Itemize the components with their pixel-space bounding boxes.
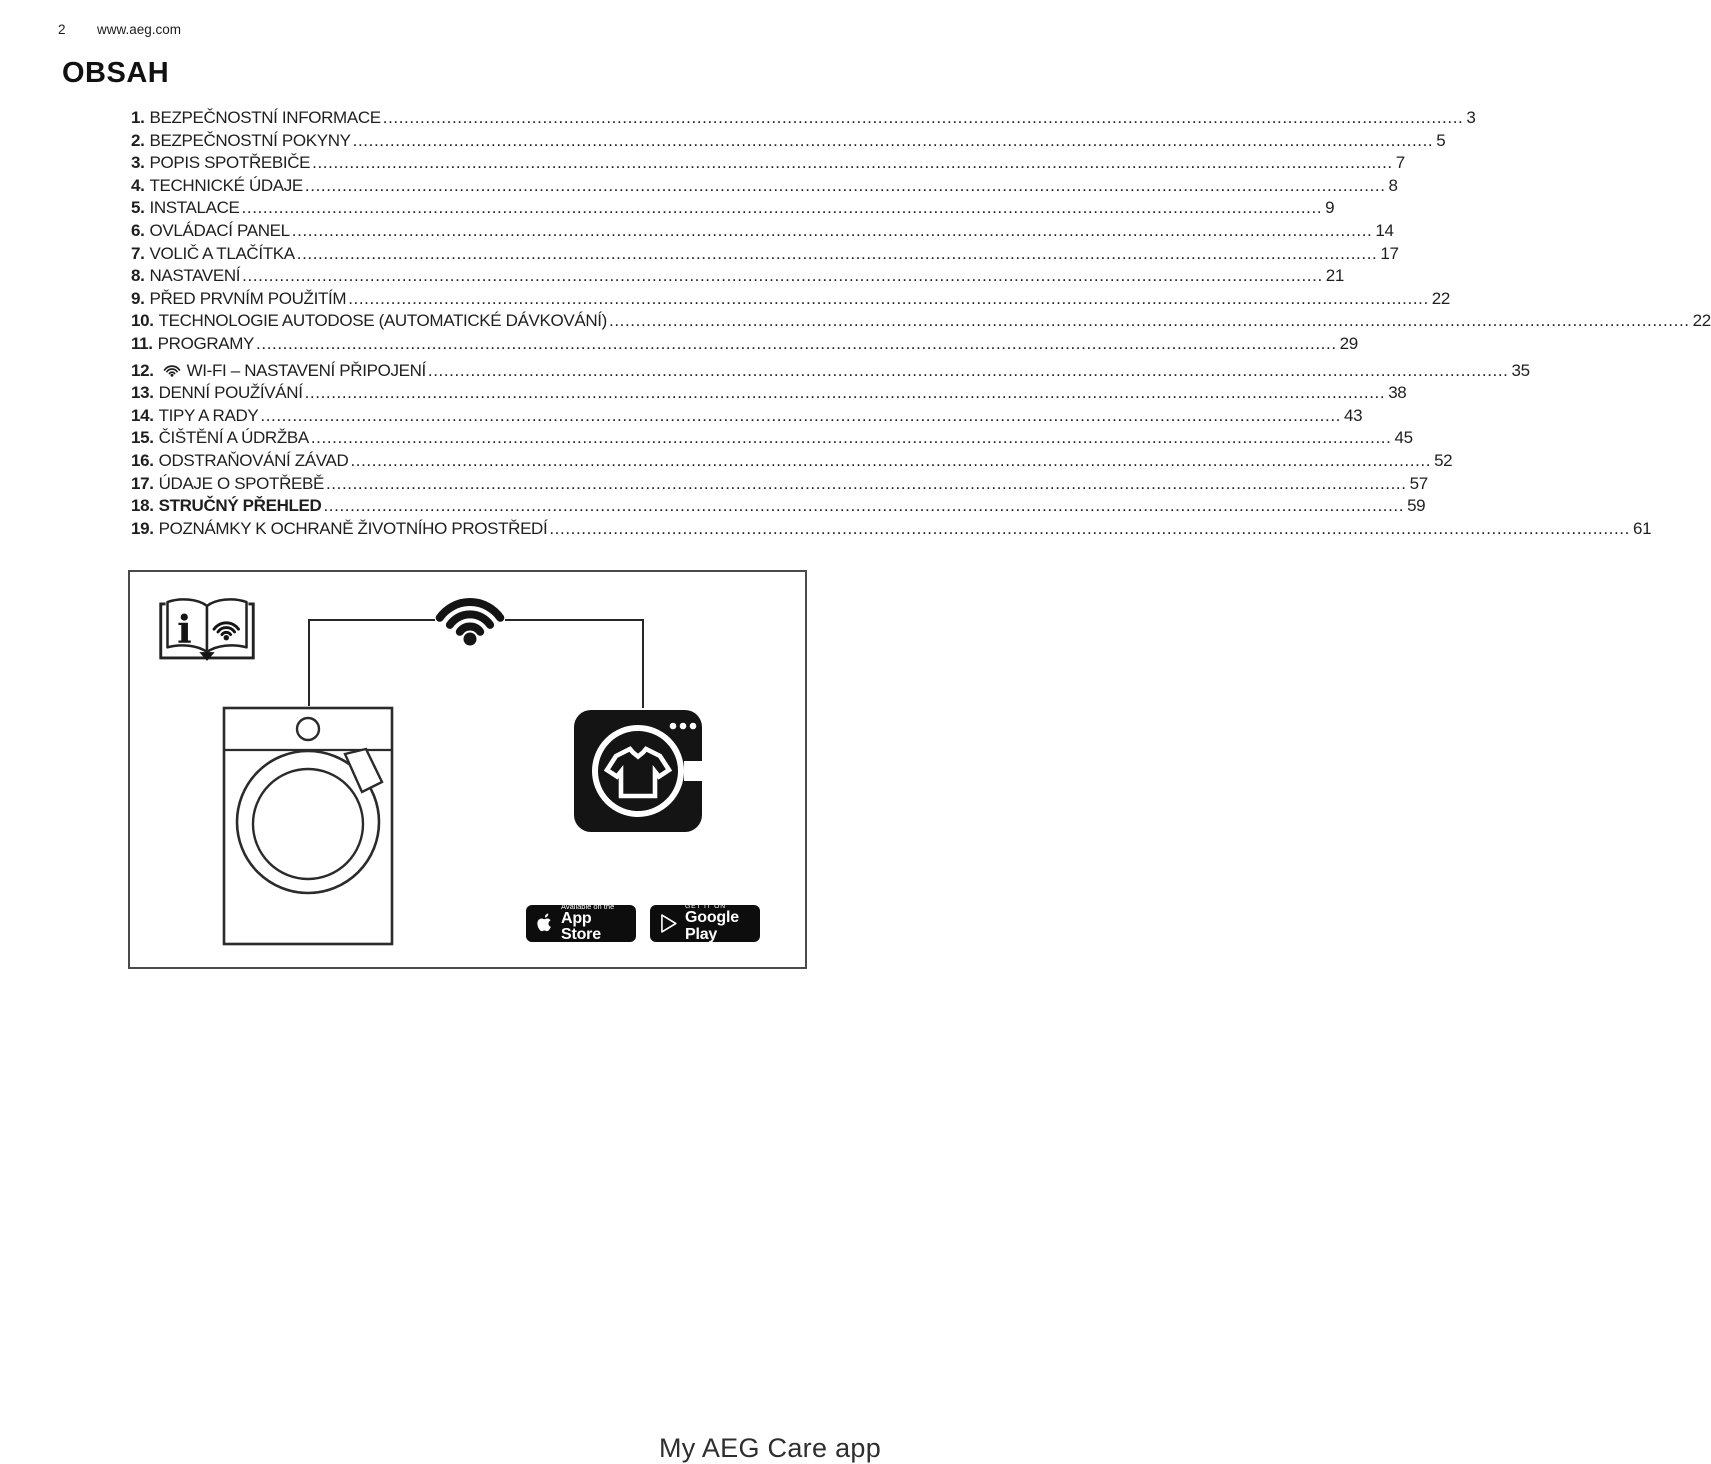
connector-line-left-vertical	[308, 619, 310, 706]
toc-entry	[131, 405, 1363, 429]
wifi-signal-icon	[427, 586, 513, 648]
toc-entry-page: 29	[1339, 333, 1358, 353]
toc-entry-number: 17.	[131, 473, 154, 493]
toc-entry-title: POZNÁMKY K OCHRANĚ ŽIVOTNÍHO PROSTŘEDÍ	[158, 518, 548, 538]
toc-entry	[131, 108, 1476, 131]
toc-entry-number: 18.	[131, 496, 154, 516]
toc-entry-title: TECHNICKÉ ÚDAJE	[149, 175, 303, 195]
toc-entry-number: 10.	[131, 311, 154, 331]
toc-entry-number: 7.	[131, 243, 145, 263]
toc-entry-title: ČIŠTĚNÍ A ÚDRŽBA	[158, 428, 309, 448]
toc-entry-number: 6.	[131, 220, 145, 240]
toc-entry-number: 19.	[131, 518, 154, 538]
toc-entry-page: 61	[1632, 518, 1652, 538]
toc-entry	[131, 220, 1394, 244]
toc-entry-title: INSTALACE	[149, 198, 240, 218]
toc-entry-page: 14	[1375, 220, 1394, 240]
toc-entry	[131, 450, 1453, 474]
toc-entry-page: 57	[1409, 473, 1428, 493]
toc-entry-title: POPIS SPOTŘEBIČE	[149, 153, 311, 173]
toc-leader-dots	[353, 131, 1434, 151]
toc-entry-title: TECHNOLOGIE AUTODOSE (AUTOMATICKÉ DÁVKOVÁNÍ)	[158, 311, 607, 331]
toc-leader-dots	[305, 383, 1386, 403]
google-play-badge	[650, 905, 760, 942]
toc-entry-title: ÚDAJE O SPOTŘEBĚ	[158, 473, 324, 493]
toc-entry	[131, 518, 1652, 542]
toc-entry-page: 59	[1407, 496, 1426, 516]
toc-entry-title: ODSTRAŇOVÁNÍ ZÁVAD	[158, 450, 349, 470]
toc-entry	[131, 496, 1426, 519]
toc-leader-dots	[292, 221, 1373, 241]
connector-line-left-horizontal	[308, 619, 435, 621]
toc-leader-dots	[242, 198, 1323, 218]
app-store-badge-title: App Store	[561, 909, 601, 944]
toc-leader-dots	[297, 244, 1378, 264]
toc-entry-page: 22	[1431, 288, 1451, 308]
toc-entry-number: 15.	[131, 428, 154, 448]
toc-leader-dots	[305, 176, 1386, 196]
toc-entry	[131, 198, 1335, 221]
toc-leader-dots	[260, 406, 1341, 426]
toc-entry	[131, 311, 1711, 334]
page-title: OBSAH	[62, 57, 170, 89]
toc-entry-page: 52	[1434, 450, 1453, 470]
header-site-url: www.aeg.com	[97, 22, 182, 37]
app-store-badge	[526, 901, 636, 944]
toc-leader-dots	[256, 334, 1337, 354]
toc-entry-title: NASTAVENÍ	[149, 266, 241, 286]
toc-leader-dots	[312, 153, 1393, 173]
toc-entry-number: 9.	[131, 288, 145, 308]
app-name-label: My AEG Care app	[658, 1433, 882, 1463]
toc-entry-title: BEZPEČNOSTNÍ INFORMACE	[149, 108, 381, 127]
toc-entry-title: WI-FI – NASTAVENÍ PŘIPOJENÍ	[186, 360, 426, 380]
toc-entry	[131, 360, 1530, 384]
toc-entry-number: 11.	[131, 333, 153, 353]
toc-entry-title: STRUČNÝ PŘEHLED	[158, 496, 322, 516]
connector-line-right-horizontal	[505, 619, 644, 621]
toc-entry-page: 7	[1395, 153, 1405, 173]
toc-leader-dots	[609, 311, 1690, 331]
toc-entry-title: PROGRAMY	[157, 333, 255, 353]
toc-entry	[131, 266, 1344, 289]
toc-entry-page: 8	[1388, 175, 1398, 195]
apple-logo-icon	[535, 912, 554, 935]
toc-entry-number: 12.	[131, 360, 154, 380]
wifi-icon	[162, 363, 182, 378]
toc-leader-dots	[242, 266, 1323, 286]
toc-entry-title: PŘED PRVNÍM POUŽITÍM	[149, 288, 347, 308]
toc-entry-title: TIPY A RADY	[158, 405, 259, 425]
toc-entry-page: 45	[1394, 428, 1413, 448]
washing-machine-illustration	[216, 702, 396, 948]
toc-entry	[131, 175, 1398, 199]
toc-entry-title: VOLIČ A TLAČÍTKA	[149, 243, 295, 263]
laundry-app-icon	[572, 708, 712, 836]
toc-entry-page: 35	[1511, 360, 1530, 380]
toc-leader-dots	[428, 361, 1509, 381]
toc-entry-number: 3.	[131, 153, 145, 173]
app-promo-illustration	[128, 570, 882, 1463]
toc-entry-number: 5.	[131, 198, 145, 218]
toc-entry	[131, 153, 1405, 176]
toc-leader-dots	[348, 289, 1429, 309]
toc-entry-number: 4.	[131, 175, 145, 195]
toc-entry	[131, 333, 1358, 357]
table-of-contents	[131, 108, 1711, 541]
toc-entry	[131, 243, 1399, 267]
toc-entry-page: 5	[1436, 130, 1446, 150]
toc-entry-page: 21	[1325, 266, 1344, 286]
toc-entry	[131, 428, 1413, 451]
toc-leader-dots	[383, 108, 1464, 128]
info-booklet-wifi-icon	[154, 592, 260, 668]
toc-entry-page: 43	[1343, 405, 1363, 425]
toc-entry-number: 2.	[131, 130, 145, 150]
toc-leader-dots	[549, 519, 1630, 539]
google-play-icon	[659, 912, 678, 935]
svg-text:i: i	[177, 607, 192, 653]
connector-line-right-vertical	[642, 619, 644, 708]
toc-entry-title: BEZPEČNOSTNÍ POKYNY	[149, 130, 351, 150]
toc-leader-dots	[323, 496, 1404, 516]
toc-entry-number: 13.	[131, 383, 154, 403]
app-store-badge-tagline: Available on the	[561, 901, 615, 911]
toc-entry-title: DENNÍ POUŽÍVÁNÍ	[158, 383, 303, 403]
toc-entry	[131, 383, 1407, 406]
google-play-badge-title: Google Play	[685, 909, 739, 944]
toc-entry	[131, 288, 1451, 312]
toc-leader-dots	[311, 428, 1392, 448]
toc-entry-number: 16.	[131, 450, 154, 470]
toc-entry	[131, 130, 1446, 154]
google-play-badge-tagline: GET IT ON	[685, 903, 726, 911]
toc-entry-title: OVLÁDACÍ PANEL	[149, 220, 290, 240]
toc-entry-number: 1.	[131, 108, 145, 127]
toc-leader-dots	[326, 474, 1407, 494]
toc-entry-number: 8.	[131, 266, 145, 286]
toc-entry-page: 9	[1325, 198, 1335, 218]
toc-entry-page: 17	[1380, 243, 1399, 263]
toc-entry-page: 22	[1692, 311, 1711, 331]
toc-leader-dots	[350, 451, 1431, 471]
toc-entry-page: 3	[1466, 108, 1476, 127]
header-page-number: 2	[58, 22, 66, 37]
toc-entry-page: 38	[1388, 383, 1407, 403]
toc-entry	[131, 473, 1428, 497]
toc-entry-number: 14.	[131, 405, 154, 425]
